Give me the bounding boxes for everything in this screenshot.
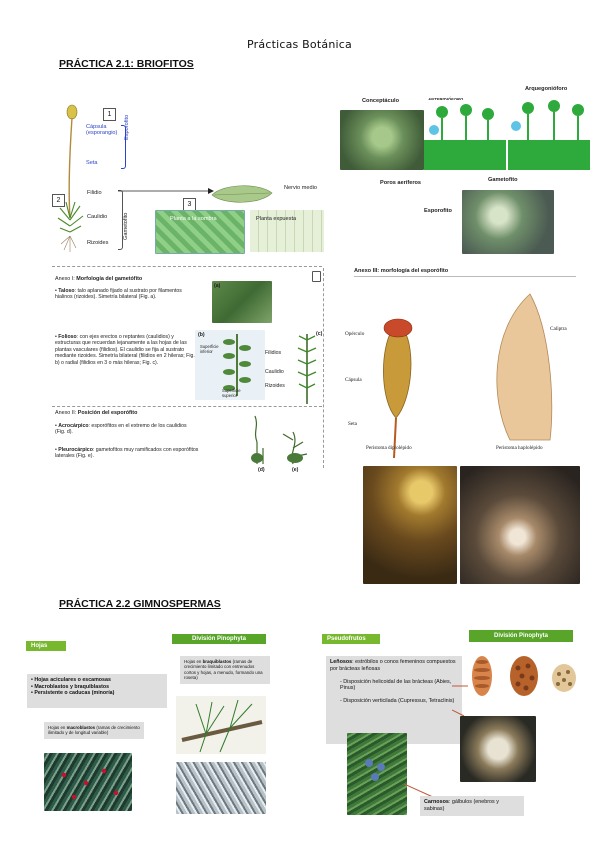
anexo2-prefix: Anexo II: <box>55 410 78 416</box>
label-esporofito-vertical: Esporofito <box>124 114 130 140</box>
braqui-prefix: Hojas en <box>184 659 203 664</box>
folioso-bold: Folioso <box>58 334 77 340</box>
macroblastos-photo <box>44 753 132 811</box>
macro-bold: macroblastos <box>66 725 96 730</box>
label-gametofito-vertical: Gametofito <box>123 212 129 240</box>
hojas-header: Hojas <box>26 641 66 651</box>
taloso-bold: Taloso <box>58 288 75 294</box>
label-conceptaculo: Conceptáculo <box>362 98 399 104</box>
macro-prefix: Hojas en <box>48 725 67 730</box>
cones-photo <box>464 650 580 700</box>
label-capsula: Cápsula (esporangio) <box>86 124 118 137</box>
conceptaculo-photo <box>340 110 424 170</box>
label-nervio-medio: Nervio medio <box>284 185 317 191</box>
carnosos-text: : gálbulos (enebros y sabinas) <box>424 799 499 812</box>
connector-arrows-cones <box>452 670 472 720</box>
anexo3-title: Anexo III: morfología del esporófito <box>354 268 449 274</box>
hojas-item-1-text: Hojas aciculares o escamosas <box>34 677 111 683</box>
label-caulidio-c: Caulidio <box>265 369 284 375</box>
divider-vertical <box>323 268 324 468</box>
lenosos-line <box>330 659 458 673</box>
label-planta-sombra: Planta a la sombra <box>170 216 217 222</box>
braqui-text: (ramas de crecimiento limitado con entrenudos cortos y hojas, a menudo, formando una roseta) <box>184 659 263 681</box>
juniper-photo <box>347 733 407 815</box>
label-seta-3: Seta <box>348 421 357 427</box>
hojas-item-1: • Hojas aciculares o escamosas <box>31 677 111 683</box>
verticilada-line: - Disposición verticilada (Cupressus, Tetraclinis) <box>340 698 455 705</box>
acro-bold: Acrocárpico <box>58 423 89 429</box>
division-pinophyta-header-2: División Pinophyta <box>469 630 573 642</box>
hojas-list <box>27 674 167 708</box>
anexo2-pleuro: • Pleurocárpico: gametofitos muy ramificados con esporófitos laterales (Fig. e). <box>55 447 199 460</box>
fig-c-label: (c) <box>316 331 323 337</box>
fig-a-label: (a) <box>214 283 221 289</box>
peristoma-diplolepido-photo <box>363 466 457 584</box>
fig-a-photo <box>212 281 272 323</box>
label-capsula-3: Cápsula <box>345 377 362 383</box>
anexo2-acro: • Acrocárpico: esporófitos en el extremo de los caulidios (Fig. d). <box>55 423 187 436</box>
label-peristoma-haplolepido: Peristoma haplolépido <box>496 445 543 451</box>
pleuro-text: : gametofitos muy ramificados con esporófitos laterales (Fig. e). <box>55 447 199 460</box>
braqui-bold: braquiblastos <box>202 659 232 664</box>
label-superficie-inferior: Superficie inferior <box>200 344 219 354</box>
capsule-illustrations <box>340 290 580 460</box>
label-superficie-superior: Superficie superior <box>222 388 241 398</box>
hojas-item-3-text: Persistente o caducas (minoría) <box>34 690 115 697</box>
label-gametofito-hep: Gametofito <box>488 177 518 183</box>
helicoidal-line: - Disposición helicoidal de las brácteas (Abies, Pinus) <box>340 678 452 692</box>
esporofito-photo <box>462 190 554 254</box>
division-pinophyta-header-1: División Pinophyta <box>172 634 266 644</box>
anexo1-title-text: Morfología del gametófito <box>76 276 143 282</box>
anexo2-title <box>55 410 137 416</box>
lenosos-bold: Leñosos <box>330 659 353 665</box>
hojas-item-2-text: Macroblastos y braquiblastos <box>34 683 110 690</box>
label-box-1: 1 <box>103 108 116 121</box>
label-filidio: Filidio <box>87 190 102 196</box>
arrow-to-leaf <box>118 188 214 202</box>
divider-anexo2 <box>52 406 322 407</box>
label-caulidio: Caulidio <box>87 214 108 220</box>
label-filidios: Filidios <box>265 350 282 356</box>
carnosos-box <box>420 796 524 816</box>
anexo1-folioso: • Folioso: con ejes erectos o reptantes (caulidios) y estructuras que recuerdan lejanamente a las hojas de las plantas vasculares (filidios). El caulidio se fija al sustrato mediante rizoides. Simetría bilateral (filidios en 2 hileras; Fig. b) o radial (filidios en 3 o más hileras; Fig. c). <box>55 334 195 366</box>
label-rizoides: Rizoides <box>87 240 109 246</box>
pseudofrutos-header: Pseudofrutos <box>322 634 380 644</box>
braquiblastos-photo <box>176 696 266 754</box>
anteridioforo-illustration <box>424 100 506 170</box>
section-title-briofitos: PRÁCTICA 2.1: BRIOFITOS <box>59 58 194 70</box>
folioso-text: : con ejes erectos o reptantes (caulidios) y estructuras que recuerdan lejanamente a las hojas de las plantas vasculares (filidios). El caulidio se fija al sustrato mediante rizoides. Simetría bilateral (filidios en 2 hileras; Fig. b) o radial (filidios en 3 o más hileras; Fig. c). <box>55 334 195 366</box>
cupressus-cone-photo <box>460 716 536 782</box>
label-arquegonioforo: Arquegonióforo <box>525 86 568 92</box>
label-planta-expuesta: Planta expuesta <box>256 216 297 222</box>
fig-d-label: (d) <box>258 467 265 473</box>
anexo1-taloso: • Taloso: talo aplanado fijado al sustrato por filamentos hialinos (rizoides). Simetría bilateral (Fig. a). <box>55 288 182 301</box>
macro-text: (ramas de crecimiento ilimitado y de longitud variable) <box>48 725 140 736</box>
label-caliptra: Caliptra <box>550 326 567 332</box>
acro-text: : esporófitos en el extremo de los caulidios (Fig. d). <box>55 423 187 436</box>
peristoma-haplolepido-photo <box>460 466 580 584</box>
fig-d-e-illustration <box>245 412 315 474</box>
label-seta: Seta <box>86 160 98 166</box>
document-title: Prácticas Botánica <box>247 38 352 51</box>
leaf-illustration <box>210 183 274 205</box>
anexo1-title <box>55 276 142 282</box>
label-box-3: 3 <box>183 198 196 211</box>
lenosos-box <box>326 656 462 744</box>
braquiblastos-note <box>180 656 270 684</box>
hojas-item-3: • Persistente o caducas (minoría) <box>31 690 115 697</box>
anexo3-underline <box>354 276 576 277</box>
label-esporofito-hep: Esporofito <box>424 208 452 214</box>
section-title-gimnospermas: PRÁCTICA 2.2 GIMNOSPERMAS <box>59 598 221 610</box>
arquegonioforo-illustration <box>508 96 590 170</box>
fig-e-label: (e) <box>292 467 299 473</box>
carnosos-bold: Carnosos <box>424 799 449 805</box>
conifer-foliage-photo <box>176 762 266 814</box>
document-icon <box>312 271 321 282</box>
lenosos-text: : estróbilos o conos femeninos compuestos por brácteas leñosas <box>330 659 456 672</box>
label-rizoides-c: Rizoides <box>265 383 285 389</box>
taloso-text: : talo aplanado fijado al sustrato por filamentos hialinos (rizoides). Simetría bilateral (Fig. a). <box>55 288 182 301</box>
anexo2-title-text: Posición del esporófito <box>77 410 138 416</box>
fig-c-illustration <box>292 330 322 408</box>
hojas-item-2: • Macroblastos y braquiblastos <box>31 683 110 690</box>
label-peristoma-diplolepido: Peristoma diplolépido <box>366 445 412 451</box>
divider-anexo1 <box>52 266 322 267</box>
fig-b-label: (b) <box>198 332 205 338</box>
label-operculo: Opérculo <box>345 331 365 337</box>
macroblastos-note <box>44 722 144 739</box>
anexo1-prefix: Anexo I: <box>55 276 77 282</box>
label-poros-aeriferos: Poros aeríferos <box>380 180 422 186</box>
pleuro-bold: Pleurocárpico <box>58 447 93 453</box>
label-box-2: 2 <box>52 194 65 207</box>
